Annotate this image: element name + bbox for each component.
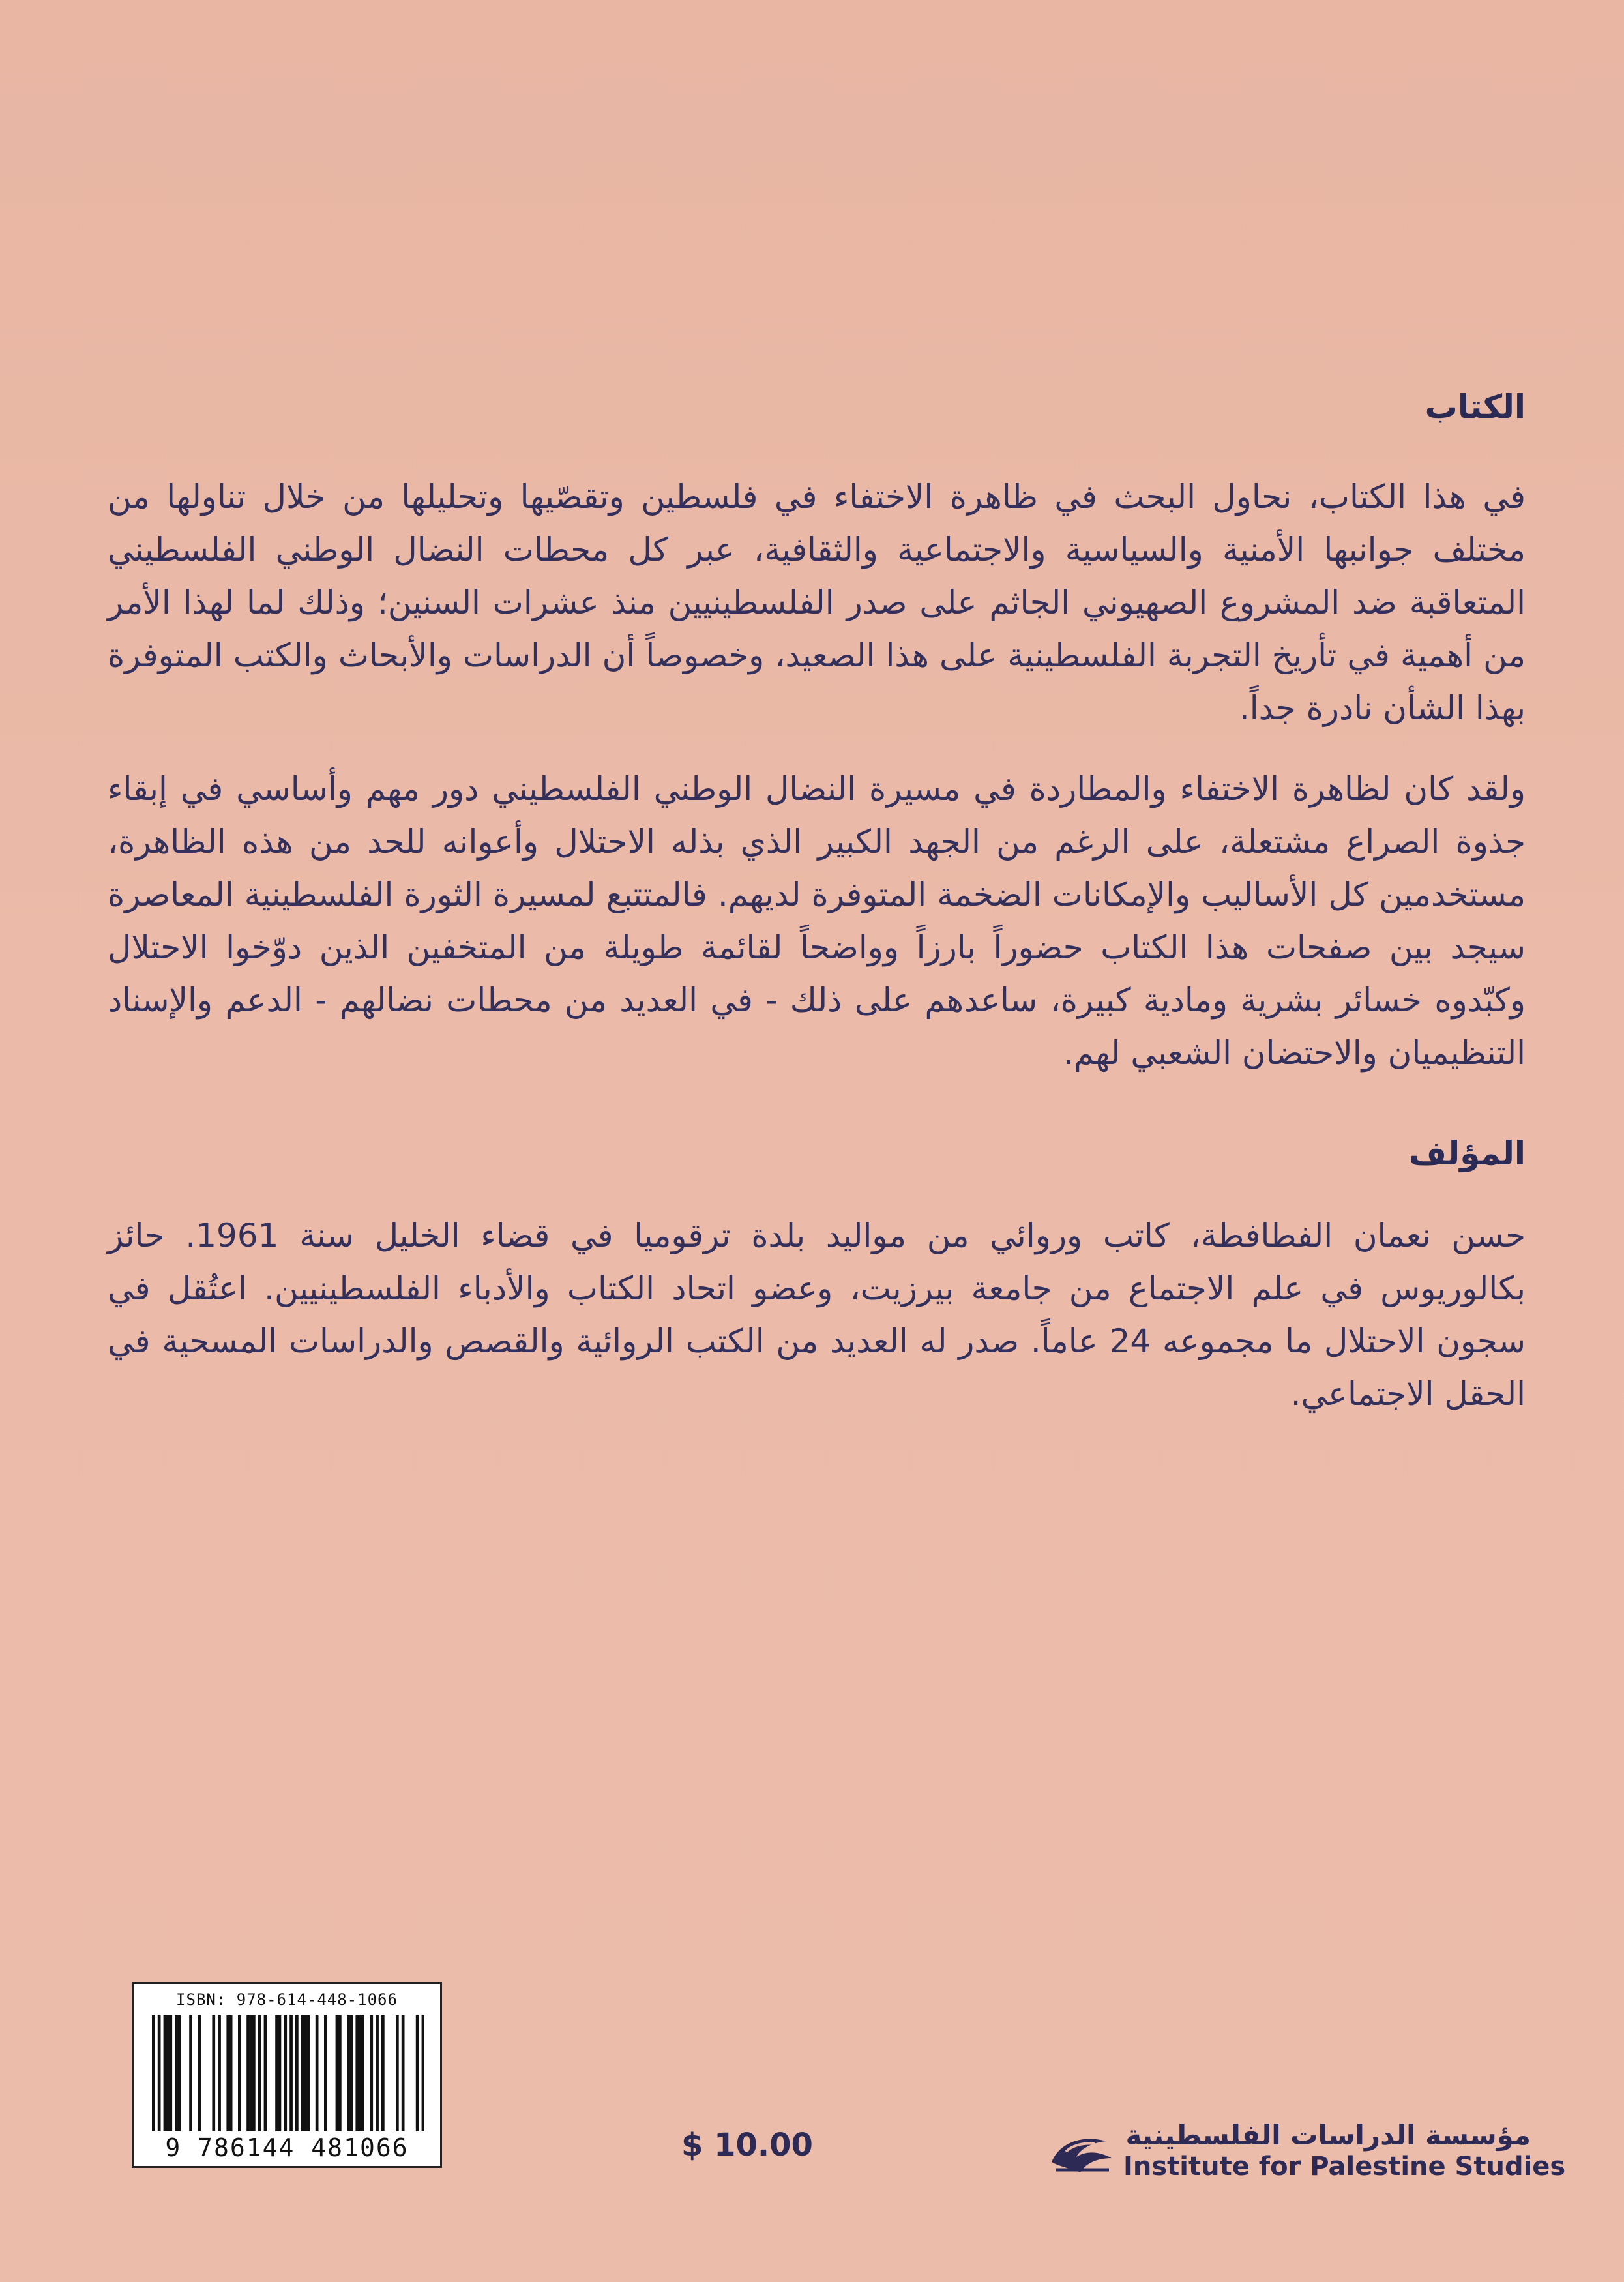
ips-emblem-icon (1046, 2123, 1118, 2182)
barcode-bar (246, 2015, 250, 2131)
barcode-bar (164, 2015, 167, 2131)
barcode-bar (169, 2015, 172, 2131)
barcode-bar (178, 2015, 181, 2131)
barcode-bar (275, 2015, 278, 2131)
price-label: $ 10.00 (681, 2127, 813, 2163)
barcode-bar (355, 2015, 359, 2131)
publisher-name-arabic: مؤسسة الدراسات الفلسطينية (1125, 2119, 1531, 2151)
barcode-bar (396, 2015, 399, 2131)
barcode-bar (304, 2015, 307, 2131)
barcode-bar (238, 2015, 241, 2131)
barcode-bar (212, 2015, 215, 2131)
barcode-bar (152, 2015, 155, 2131)
barcode-bar (361, 2015, 364, 2131)
publisher-imprint (1046, 2119, 1566, 2184)
barcode-bar (402, 2015, 405, 2131)
barcode-bar (347, 2015, 350, 2131)
barcode-bar (166, 2015, 170, 2131)
barcode-bar (158, 2015, 161, 2131)
barcode-bar (252, 2015, 256, 2131)
isbn-label: ISBN: 978-614-448-1066 (176, 1991, 398, 2009)
barcode-bar (250, 2015, 253, 2131)
barcode-bar (284, 2015, 287, 2131)
barcode-bar (416, 2015, 419, 2131)
author-bio-paragraph: حسن نعمان الفطافطة، كاتب وروائي من مواليد بلدة ترقوميا في قضاء الخليل سنة 1961. حائز بكالوريوس في علم الاجتماع من جامعة بيرزيت، وعضو اتحاد الكتاب والأدباء الفلسطينيين. اعتُقل في سجون الاحتلال ما مجموعه 24 عاماً. صدر له العديد من الكتب الروائية والقصص والدراسات المسحية في الحقل الاجتماعي. (108, 1217, 1526, 1413)
barcode-bar (229, 2015, 233, 2131)
barcode-bar (338, 2015, 342, 2131)
barcode-bar (289, 2015, 293, 2131)
barcode-bar (264, 2015, 267, 2131)
barcode-bar (258, 2015, 261, 2131)
barcode-bar (336, 2015, 339, 2131)
barcode-bar (307, 2015, 310, 2131)
author-section-heading: المؤلف (1408, 1134, 1526, 1172)
barcode-bar (218, 2015, 221, 2131)
book-description-paragraph-1: في هذا الكتاب، نحاول البحث في ظاهرة الاختفاء في فلسطين وتقصّيها وتحليلها من خلال تناولها من مختلف جوانبها الأمنية والسياسية والاجتماعية والثقافية، عبر كل محطات النضال الوطني الفلسطيني المتعاقبة ضد المشروع الصهيوني الجاثم على صدر الفلسطينيين منذ عشرات السنين؛ وذلك لما لهذا الأمر من أهمية في تأريخ التجربة الفلسطينية على هذا الصعيد، وخصوصاً أن الدراسات والأبحاث والكتب المتوفرة بهذا الشأن نادرة جداً. (108, 478, 1526, 727)
barcode-bar (316, 2015, 319, 2131)
barcode-bar (422, 2015, 424, 2131)
barcode-bar (189, 2015, 192, 2131)
barcode-bars (152, 2015, 424, 2131)
barcode-bar (370, 2015, 373, 2131)
book-description-paragraph-2: ولقد كان لظاهرة الاختفاء والمطاردة في مسيرة النضال الوطني الفلسطيني دور مهم وأساسي في إبقاء جذوة الصراع مشتعلة، على الرغم من الجهد الكبير الذي بذله الاحتلال وأعوانه للحد من هذه الظاهرة، مستخدمين كل الأساليب والإمكانات الضخمة المتوفرة لديهم. فالمتتبع لمسيرة الثورة الفلسطينية المعاصرة سيجد بين صفحات هذا الكتاب حضوراً بارزاً وواضحاً لقائمة طويلة من المتخفين الذين دوّخوا الاحتلال وكبّدوه خسائر بشرية ومادية كبيرة، ساعدهم على ذلك - في العديد من محطات نضالهم - الدعم والإسناد التنظيميان والاحتضان الشعبي لهم. (108, 770, 1526, 1072)
barcode-bar (359, 2015, 362, 2131)
publisher-name-english: Institute for Palestine Studies (1123, 2152, 1566, 2182)
barcode-bar (324, 2015, 327, 2131)
barcode-bar (295, 2015, 299, 2131)
barcode-bar (175, 2015, 178, 2131)
barcode-bar (301, 2015, 304, 2131)
barcode-bar (226, 2015, 229, 2131)
ean-digits: 9 786144 481066 (165, 2133, 409, 2162)
barcode-bar (350, 2015, 353, 2131)
isbn-barcode (132, 1982, 442, 2168)
book-section-heading: الكتاب (1425, 388, 1526, 426)
barcode-bar (198, 2015, 201, 2131)
barcode-bar (381, 2015, 385, 2131)
barcode-bar (278, 2015, 282, 2131)
barcode-bar (376, 2015, 379, 2131)
